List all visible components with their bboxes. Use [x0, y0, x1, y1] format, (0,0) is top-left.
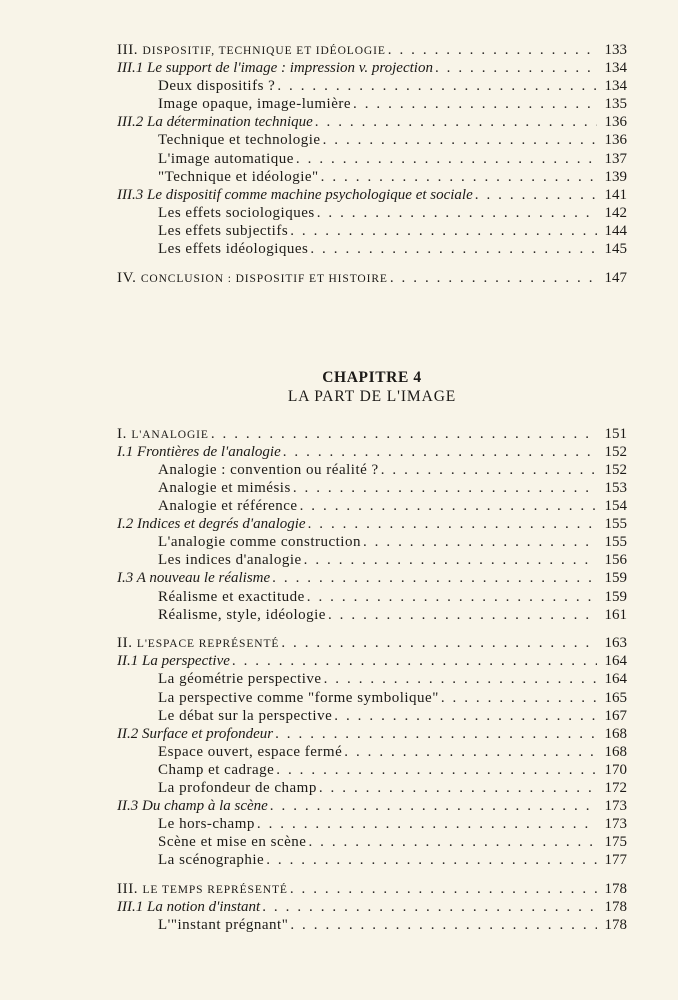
- toc-entry: [117, 443, 627, 461]
- toc-entry-title: Les effets idéologiques: [158, 241, 309, 258]
- toc-entry-title: La profondeur de champ: [158, 780, 317, 796]
- dot-leader: [211, 425, 597, 443]
- toc-entry-heading: L'ANALOGIE: [131, 428, 209, 441]
- toc-entry-number: II.: [117, 635, 133, 652]
- toc-entry-title: Réalisme et exactitude: [158, 588, 305, 605]
- dot-leader: [290, 880, 597, 898]
- toc-page-number: 177: [604, 852, 627, 869]
- dot-leader: [308, 515, 597, 533]
- dot-leader: [232, 652, 597, 670]
- dot-leader: [317, 204, 597, 222]
- toc-entry-title: Espace ouvert, espace fermé: [158, 743, 343, 760]
- toc-entry-title: Les effets sociologiques: [158, 204, 315, 221]
- toc-entry: [117, 761, 627, 779]
- dot-leader: [324, 670, 597, 688]
- toc-entry-title: Le hors-champ: [158, 816, 255, 833]
- toc-entry-heading: L'ESPACE REPRÉSENTÉ: [136, 638, 280, 651]
- dot-leader: [310, 240, 597, 258]
- toc-entry-number: IV.: [117, 269, 137, 286]
- toc-page-number: 172: [604, 780, 627, 796]
- dot-leader: [290, 222, 597, 240]
- toc-page-number: 178: [604, 899, 627, 916]
- toc-page-number: 133: [604, 42, 627, 58]
- toc-page-number: 165: [604, 689, 627, 706]
- toc-page-number: 135: [604, 96, 627, 113]
- toc-entry: [117, 551, 627, 569]
- toc-page-number: 144: [604, 222, 627, 239]
- toc-entry: [117, 77, 627, 95]
- toc-entry-title: Réalisme, style, idéologie: [158, 606, 326, 623]
- toc-page-number: 134: [604, 60, 627, 77]
- toc-page-number: 134: [604, 78, 627, 95]
- toc-page-number: 168: [604, 725, 627, 742]
- chapter-label: CHAPITRE 4: [322, 368, 422, 386]
- dot-leader: [475, 186, 597, 204]
- toc-page-number: 175: [604, 834, 627, 851]
- dot-leader: [435, 59, 597, 77]
- toc-entry-title: [117, 41, 386, 60]
- toc-entry-title: I.1 Frontières de l'analogie: [117, 443, 281, 460]
- toc-entry-title: III.1 La notion d'instant: [117, 899, 261, 916]
- toc-entry-title: [117, 269, 388, 288]
- dot-leader: [323, 131, 597, 149]
- dot-leader: [266, 851, 597, 869]
- toc-entry-title: L'"instant prégnant": [158, 917, 289, 934]
- toc-page-number: 142: [604, 204, 627, 221]
- toc-entry: [117, 150, 627, 168]
- toc-page-number: 163: [604, 635, 627, 652]
- dot-leader: [441, 689, 597, 707]
- toc-entry: [117, 186, 627, 204]
- toc-entry: [117, 425, 627, 443]
- toc-page-number: 152: [604, 461, 627, 478]
- toc-page-number: 178: [604, 880, 627, 897]
- toc-entry-title: II.1 La perspective: [117, 653, 230, 670]
- toc-entry-title: Les indices d'analogie: [158, 552, 302, 569]
- toc-page-number: 152: [604, 443, 627, 460]
- dot-leader: [281, 634, 597, 652]
- toc-entry: [117, 815, 627, 833]
- dot-leader: [328, 606, 597, 624]
- toc-entry-heading: LE TEMPS REPRÉSENTÉ: [142, 883, 288, 896]
- toc-entry-title: II.3 Du champ à la scène: [117, 798, 268, 815]
- toc-entry: [117, 168, 627, 186]
- dot-leader: [290, 916, 597, 934]
- toc-page-number: 167: [604, 707, 627, 724]
- toc-page-number: 178: [604, 917, 627, 934]
- toc-entry: [117, 833, 627, 851]
- toc-page-number: 173: [604, 798, 627, 815]
- toc-entry: [117, 240, 627, 258]
- toc-section-temps: [117, 880, 627, 934]
- toc-page-number: 156: [604, 552, 627, 569]
- dot-leader: [262, 898, 597, 916]
- toc-page-number: 141: [604, 186, 627, 203]
- toc-page-number: 164: [604, 671, 627, 688]
- dot-leader: [334, 707, 597, 725]
- chapter-heading: [117, 369, 627, 406]
- toc-entry: [117, 269, 627, 287]
- toc-entry: [117, 634, 627, 652]
- dot-leader: [319, 779, 597, 797]
- dot-leader: [300, 497, 597, 515]
- toc-entry: [117, 670, 627, 688]
- toc-entry-title: [117, 634, 279, 653]
- toc-entry: [117, 588, 627, 606]
- toc-entry: [117, 779, 627, 797]
- toc-page-number: 155: [604, 516, 627, 533]
- toc-page-number: 173: [604, 816, 627, 833]
- toc-entry: [117, 461, 627, 479]
- table-of-contents: [117, 41, 627, 934]
- dot-leader: [272, 569, 597, 587]
- toc-entry: [117, 95, 627, 113]
- toc-section-espace: [117, 634, 627, 869]
- toc-entry-title: Technique et technologie: [158, 132, 321, 149]
- toc-page-number: 159: [604, 570, 627, 587]
- toc-entry-title: Image opaque, image-lumière: [158, 96, 352, 113]
- toc-page-number: 164: [604, 653, 627, 670]
- toc-entry: [117, 113, 627, 131]
- toc-entry-number: III.: [117, 880, 139, 897]
- dot-leader: [283, 443, 597, 461]
- toc-entry-title: Scène et mise en scène: [158, 834, 307, 851]
- toc-section-conclusion: [117, 269, 627, 287]
- toc-entry-title: III.3 Le dispositif comme machine psychologique et sociale: [117, 186, 473, 203]
- toc-entry: [117, 797, 627, 815]
- toc-page-number: 155: [604, 534, 627, 551]
- toc-page-number: 153: [604, 480, 627, 496]
- toc-entry: [117, 916, 627, 934]
- dot-leader: [304, 551, 597, 569]
- toc-entry-heading: DISPOSITIF, TECHNIQUE ET IDÉOLOGIE: [142, 45, 386, 57]
- toc-entry: [117, 851, 627, 869]
- toc-page-number: 151: [604, 425, 627, 442]
- toc-page-number: 145: [604, 241, 627, 258]
- toc-page-number: 159: [604, 588, 627, 605]
- toc-entry-title: Analogie et référence: [158, 498, 298, 515]
- toc-entry-title: La perspective comme "forme symbolique": [158, 689, 439, 706]
- toc-section-analogie: [117, 425, 627, 624]
- toc-entry: [117, 479, 627, 497]
- toc-entry-title: I.3 A nouveau le réalisme: [117, 570, 271, 587]
- dot-leader: [315, 113, 597, 131]
- toc-page-number: 154: [604, 498, 627, 515]
- toc-entry: [117, 880, 627, 898]
- dot-leader: [308, 833, 597, 851]
- toc-entry-title: La scénographie: [158, 852, 265, 869]
- toc-entry-title: "Technique et idéologie": [158, 168, 319, 185]
- chapter-title: LA PART DE L'IMAGE: [287, 387, 457, 405]
- dot-leader: [381, 461, 597, 479]
- toc-entry: [117, 707, 627, 725]
- toc-entry-title: Deux dispositifs ?: [158, 78, 276, 95]
- toc-page-number: 136: [604, 114, 627, 131]
- toc-entry-title: III.1 Le support de l'image : impression v. projection: [117, 60, 433, 77]
- toc-entry-title: Le débat sur la perspective: [158, 707, 333, 724]
- toc-entry: [117, 515, 627, 533]
- toc-entry: [117, 652, 627, 670]
- toc-page-number: 161: [604, 606, 627, 623]
- toc-entry-number: I.: [117, 425, 127, 442]
- dot-leader: [388, 41, 597, 59]
- dot-leader: [321, 168, 597, 186]
- toc-entry-title: Analogie et mimésis: [158, 480, 291, 496]
- dot-leader: [293, 479, 597, 497]
- toc-page-number: 137: [604, 150, 627, 167]
- dot-leader: [363, 533, 597, 551]
- toc-entry-heading: CONCLUSION : DISPOSITIF ET HISTOIRE: [140, 272, 388, 285]
- toc-entry-title: La géométrie perspective: [158, 671, 322, 688]
- toc-entry-title: [117, 880, 288, 899]
- toc-entry: [117, 533, 627, 551]
- toc-entry-title: Les effets subjectifs: [158, 222, 289, 239]
- toc-entry: [117, 59, 627, 77]
- toc-entry-title: [117, 425, 209, 444]
- toc-entry: [117, 743, 627, 761]
- toc-entry: [117, 689, 627, 707]
- toc-entry: [117, 204, 627, 222]
- toc-page-number: 147: [604, 269, 627, 286]
- toc-entry-title: I.2 Indices et degrés d'analogie: [117, 516, 306, 533]
- toc-entry-number: III.: [117, 42, 139, 58]
- toc-entry: [117, 497, 627, 515]
- toc-entry-title: Analogie : convention ou réalité ?: [158, 461, 379, 478]
- toc-page-number: 139: [604, 168, 627, 185]
- dot-leader: [277, 77, 597, 95]
- toc-section-dispositif: [117, 41, 627, 258]
- dot-leader: [296, 150, 597, 168]
- dot-leader: [270, 797, 597, 815]
- toc-entry: [117, 569, 627, 587]
- dot-leader: [257, 815, 597, 833]
- toc-page-number: 168: [604, 743, 627, 760]
- toc-entry: [117, 131, 627, 149]
- toc-entry-title: II.2 Surface et profondeur: [117, 725, 274, 742]
- dot-leader: [344, 743, 597, 761]
- toc-entry: [117, 41, 627, 59]
- dot-leader: [307, 588, 597, 606]
- toc-entry: [117, 898, 627, 916]
- dot-leader: [276, 761, 597, 779]
- toc-page-number: 136: [604, 132, 627, 149]
- dot-leader: [353, 95, 597, 113]
- toc-entry-title: III.2 La détermination technique: [117, 114, 313, 131]
- toc-entry: [117, 222, 627, 240]
- toc-entry-title: L'analogie comme construction: [158, 534, 361, 551]
- toc-entry-title: L'image automatique: [158, 150, 294, 167]
- dot-leader: [390, 269, 597, 287]
- toc-entry-title: Champ et cadrage: [158, 761, 275, 778]
- toc-page-number: 170: [604, 761, 627, 778]
- toc-entry: [117, 725, 627, 743]
- dot-leader: [275, 725, 597, 743]
- toc-entry: [117, 606, 627, 624]
